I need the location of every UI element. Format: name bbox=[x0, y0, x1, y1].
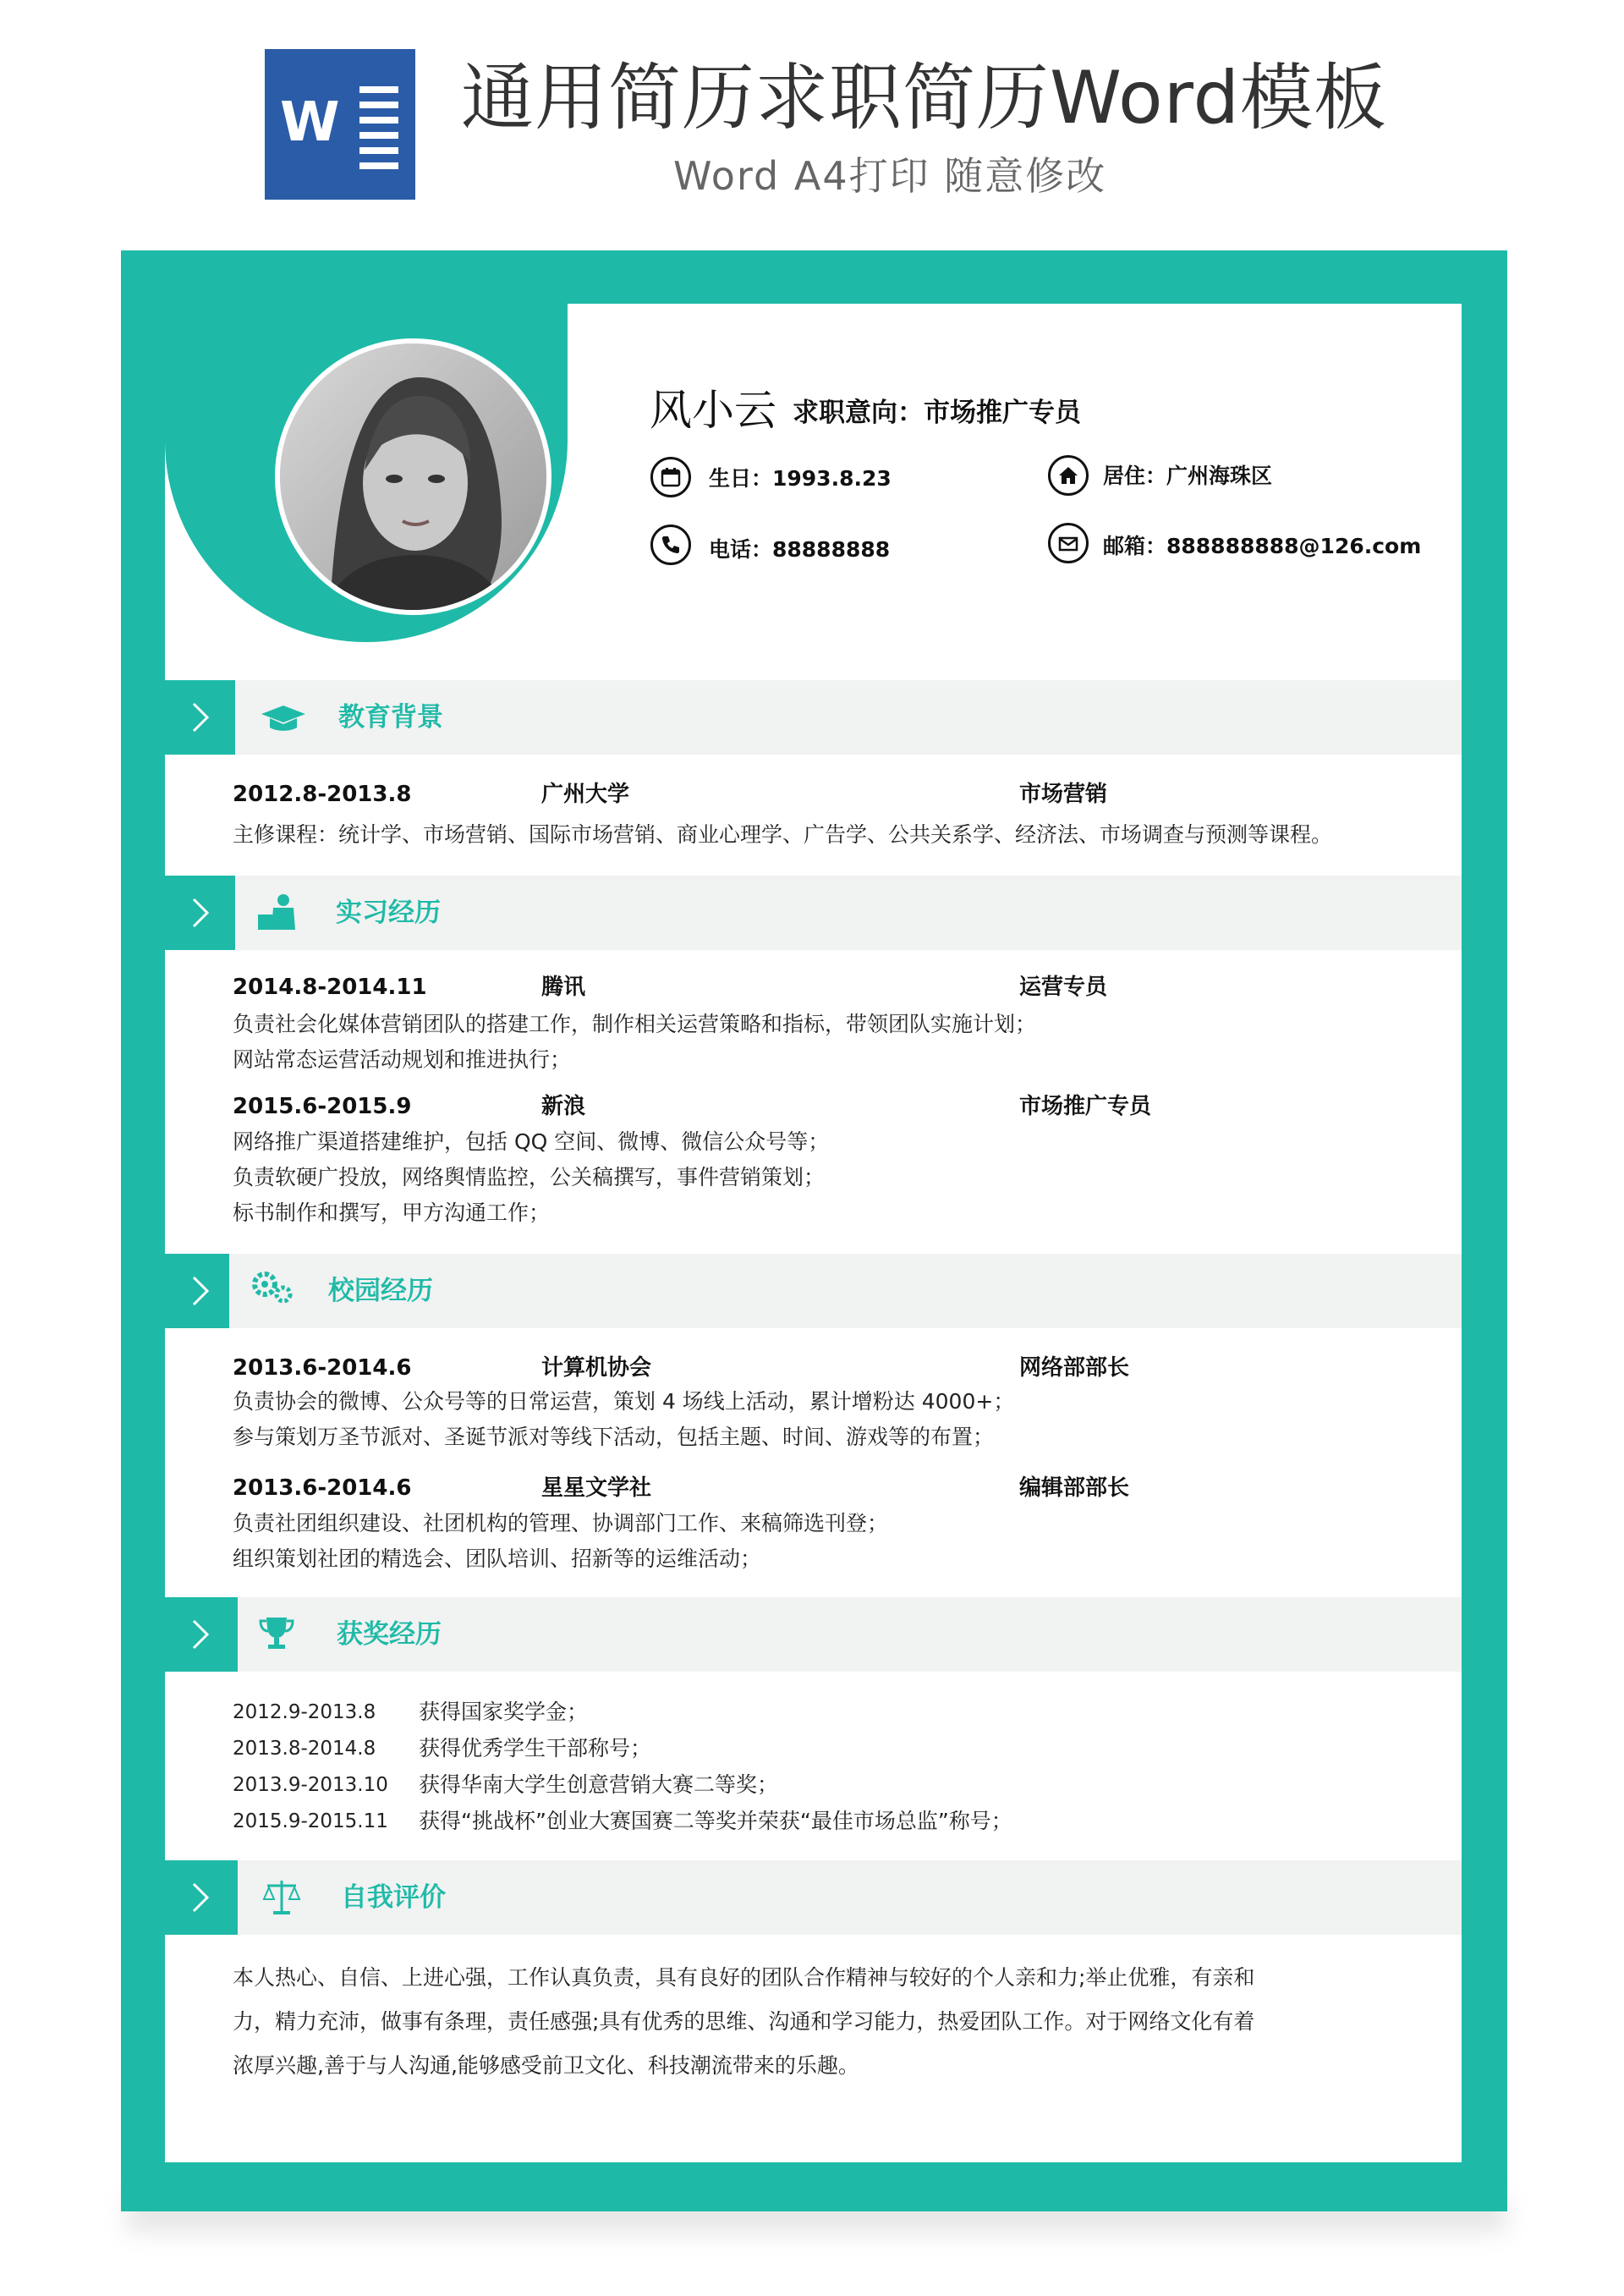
campus-line: 负责协会的微博、公众号等的日常运营，策划 4 场线上活动，累计增粉达 4000+； bbox=[233, 1389, 1015, 1414]
gears-icon bbox=[250, 1269, 295, 1310]
education-period: 2012.8-2013.8 bbox=[233, 782, 412, 807]
scales-icon bbox=[262, 1877, 301, 1920]
chevron-right-icon bbox=[165, 680, 235, 755]
internship-line: 负责社会化媒体营销团队的搭建工作，制作相关运营策略和指标，带领团队实施计划； bbox=[233, 1012, 1037, 1036]
internship-org: 新浪 bbox=[541, 1094, 586, 1119]
chevron-right-icon bbox=[165, 1254, 229, 1328]
award-text: 获得优秀学生干部称号； bbox=[419, 1736, 652, 1760]
award-text: 获得“挑战杯”创业大赛国赛二等奖并荣获“最佳市场总监”称号； bbox=[419, 1809, 1012, 1833]
trophy-icon bbox=[258, 1614, 295, 1655]
award-text: 获得华南大学生创意营销大赛二等奖； bbox=[419, 1772, 779, 1797]
campus-line: 负责社团组织建设、社团机构的管理、协调部门工作、来稿筛选刊登； bbox=[233, 1511, 889, 1535]
home-icon bbox=[1048, 455, 1089, 496]
person-desk-icon bbox=[256, 893, 304, 935]
section-bar-internship bbox=[165, 876, 1462, 950]
internship-line: 负责软硬广投放，网络舆情监控，公关稿撰写，事件营销策划； bbox=[233, 1165, 826, 1189]
internship-line: 标书制作和撰写，甲方沟通工作； bbox=[233, 1200, 551, 1225]
job-intent: 求职意向：市场推广专员 bbox=[793, 398, 1081, 428]
campus-org: 计算机协会 bbox=[541, 1355, 652, 1381]
education-school: 广州大学 bbox=[541, 782, 630, 807]
word-logo-icon: W bbox=[265, 49, 415, 200]
internship-role: 市场推广专员 bbox=[1019, 1094, 1152, 1119]
campus-period: 2013.6-2014.6 bbox=[233, 1355, 412, 1381]
section-bar-education bbox=[165, 680, 1462, 755]
self-evaluation-line: 本人热心、自信、上进心强，工作认真负责，具有良好的团队合作精神与较好的个人亲和力;举止优雅，有亲和 bbox=[233, 1965, 1255, 1990]
chevron-right-icon bbox=[165, 1860, 238, 1935]
internship-period: 2014.8-2014.11 bbox=[233, 975, 427, 1000]
internship-role: 运营专员 bbox=[1019, 975, 1108, 1000]
section-title-education: 教育背景 bbox=[338, 702, 443, 733]
section-title-campus: 校园经历 bbox=[328, 1276, 433, 1306]
award-period: 2015.9-2015.11 bbox=[233, 1810, 388, 1832]
phone-icon bbox=[650, 525, 691, 565]
banner-title: 通用简历求职简历Word模板 bbox=[461, 56, 1388, 140]
chevron-right-icon bbox=[165, 876, 235, 950]
campus-line: 组织策划社团的精选会、团队培训、招新等的运维活动； bbox=[233, 1546, 762, 1571]
education-major: 市场营销 bbox=[1019, 782, 1108, 807]
birthday-text: 生日：1993.8.23 bbox=[709, 466, 892, 491]
section-title-awards: 获奖经历 bbox=[337, 1619, 442, 1650]
campus-role: 网络部部长 bbox=[1019, 1355, 1130, 1381]
chevron-right-icon bbox=[165, 1597, 238, 1672]
section-bar-awards bbox=[165, 1597, 1462, 1672]
self-evaluation-line: 浓厚兴趣,善于与人沟通,能够感受前卫文化、科技潮流带来的乐趣。 bbox=[233, 2053, 859, 2078]
graduation-cap-icon bbox=[260, 704, 307, 736]
campus-period: 2013.6-2014.6 bbox=[233, 1475, 412, 1501]
avatar bbox=[275, 338, 551, 615]
section-title-internship: 实习经历 bbox=[336, 898, 441, 928]
section-bar-campus bbox=[165, 1254, 1462, 1328]
campus-role: 编辑部部长 bbox=[1019, 1475, 1130, 1501]
candidate-name: 风小云 bbox=[650, 386, 776, 435]
self-evaluation-line: 力，精力充沛，做事有条理，责任感强;具有优秀的思维、沟通和学习能力，热爱团队工作。对于网络文化有着 bbox=[233, 2009, 1255, 2034]
mail-icon bbox=[1048, 523, 1089, 563]
residence-text: 居住：广州海珠区 bbox=[1103, 464, 1273, 488]
email-text: 邮箱：888888888@126.com bbox=[1103, 534, 1422, 558]
award-period: 2013.8-2014.8 bbox=[233, 1738, 376, 1760]
award-period: 2012.9-2013.8 bbox=[233, 1701, 376, 1723]
internship-line: 网络推广渠道搭建维护，包括 QQ 空间、微博、微信公众号等； bbox=[233, 1129, 830, 1154]
campus-org: 星星文学社 bbox=[541, 1475, 652, 1501]
internship-org: 腾讯 bbox=[541, 975, 586, 1000]
calendar-icon bbox=[650, 457, 691, 497]
section-title-self: 自我评价 bbox=[341, 1882, 446, 1913]
section-bar-self bbox=[165, 1860, 1462, 1935]
banner-subtitle: Word A4打印 随意修改 bbox=[673, 153, 1107, 199]
education-courses: 主修课程：统计学、市场营销、国际市场营销、商业心理学、广告学、公共关系学、经济法、市场调查与预测等课程。 bbox=[233, 822, 1333, 847]
phone-text: 电话：88888888 bbox=[709, 537, 891, 562]
campus-line: 参与策划万圣节派对、圣诞节派对等线下活动，包括主题、时间、游戏等的布置； bbox=[233, 1425, 995, 1449]
award-period: 2013.9-2013.10 bbox=[233, 1774, 388, 1796]
internship-line: 网站常态运营活动规划和推进执行； bbox=[233, 1047, 572, 1072]
award-text: 获得国家奖学金； bbox=[419, 1700, 589, 1724]
internship-period: 2015.6-2015.9 bbox=[233, 1094, 412, 1119]
